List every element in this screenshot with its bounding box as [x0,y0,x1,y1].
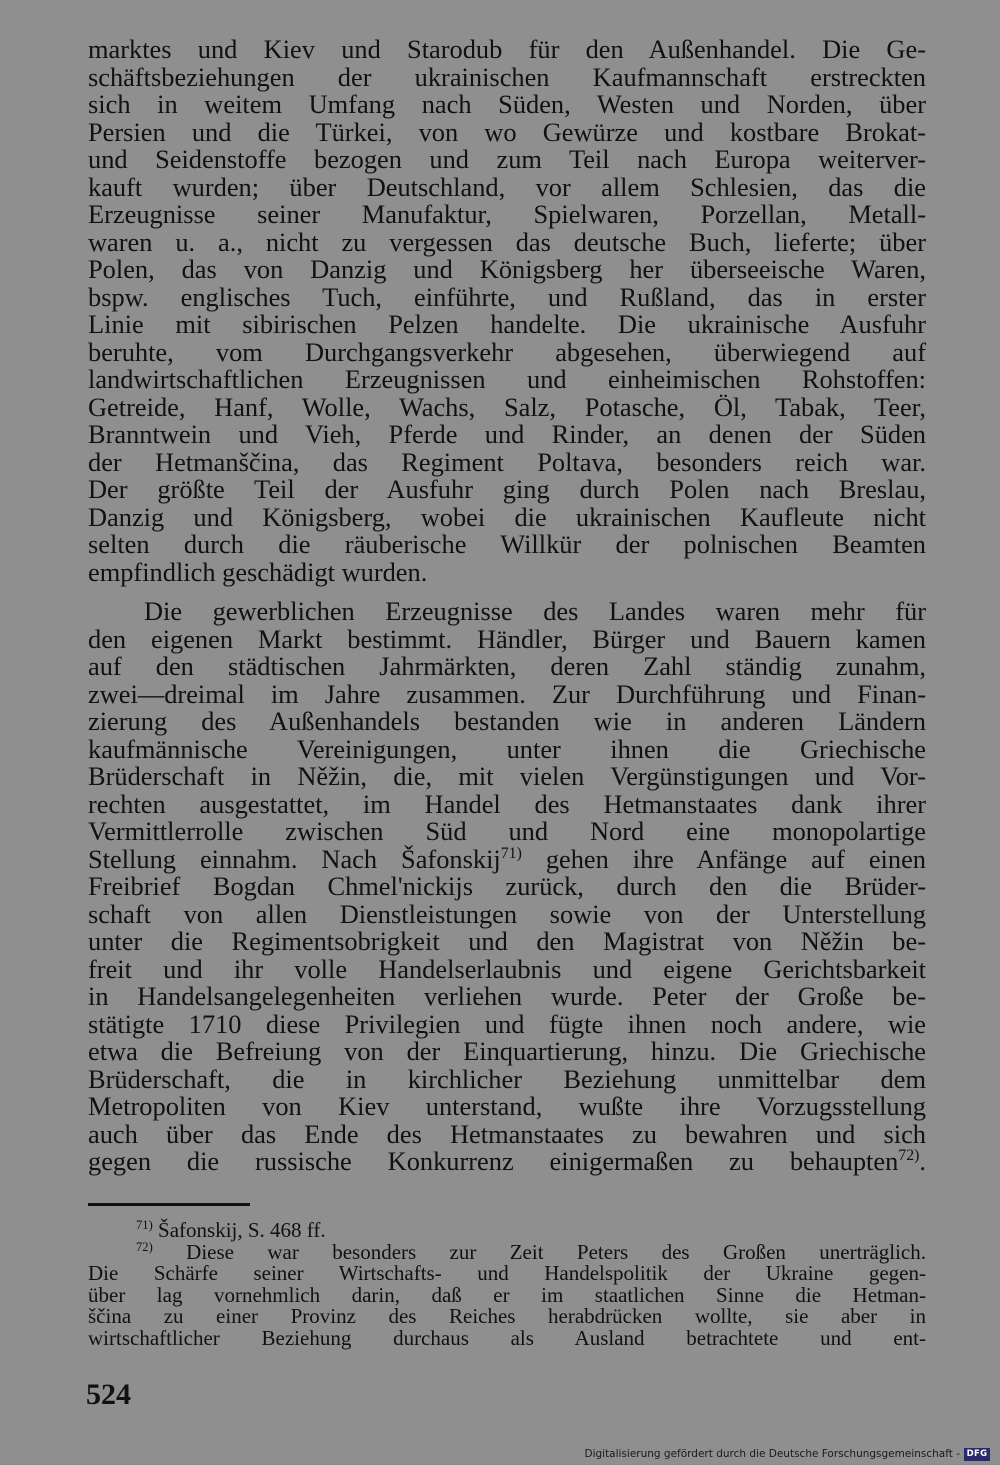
text-line: bspw. englisches Tuch, einführte, und Rußland, das in erster [88,281,926,312]
text-line [88,843,926,874]
text-line: zwei—dreimal im Jahre zusammen. Zur Durchführung und Finan- [88,678,926,709]
footnote-text: Šafonskij, S. 468 ff. [158,1218,326,1242]
text-line: in Handelsangelegenheiten verliehen wurde. Peter der Große be- [88,981,926,1011]
text-line: Branntwein und Vieh, Pferde und Rinder, an denen der Süden [88,419,926,449]
text-line: auch über das Ende des Hetmanstaates zu bewahren und sich [88,1118,926,1149]
footnote-71 [88,1220,926,1242]
footnote-mark-71: 71) [136,1218,153,1232]
text-line: stätigte 1710 diese Privilegien und fügte ihnen noch andere, wie [88,1008,926,1039]
dfg-logo: DFG [964,1448,990,1461]
digitization-credit: Digitalisierung gefördert durch die Deutsche Forschungsgemeinschaft - [584,1448,960,1460]
footnote-text: Diese war besonders zur Zeit Peters des Großen unerträglich. [186,1239,927,1264]
text-line: waren u. a., nicht zu vergessen das deutsche Buch, lieferte; über [88,226,926,257]
text-line: Freibrief Bogdan Chmel'nickijs zurück, durch den die Brüder- [88,871,926,901]
text-line: Danzig und Königsberg, wobei die ukrainischen Kaufleute nicht [88,501,926,532]
footnote-line: über lag vornehmlich darin, daß er im staatlichen Sinne die Hetman- [88,1282,926,1307]
text-line: der Hetmanščina, das Regiment Poltava, besonders reich war. [88,446,926,477]
text-line: beruhte, vom Durchgangsverkehr abgesehen, überwiegend auf [88,336,926,367]
footnote-separator [88,1203,250,1206]
text-fragment: gehen ihre Anfänge auf einen [545,843,926,874]
main-text [88,36,926,1176]
text-line: kaufmännische Vereinigungen, unter ihnen die Griechische [88,733,926,764]
text-line: Erzeugnisse seiner Manufaktur, Spielwaren, Porzellan, Metall- [88,199,926,229]
text-fragment: . [919,1146,926,1176]
text-line [88,1148,926,1176]
text-line: selten durch die räuberische Willkür der polnischen Beamten [88,529,926,559]
footnote-line: ščina zu einer Provinz des Reiches herabdrücken wollte, sie aber in [88,1304,926,1329]
text-line: landwirtschaftlichen Erzeugnissen und einheimischen Rohstoffen: [88,364,926,394]
footnotes [88,1220,926,1350]
text-line: Vermittlerrolle zwischen Süd und Nord eine monopolartige [88,816,926,846]
text-line: Brüderschaft, die in kirchlicher Beziehung unmittelbar dem [88,1063,926,1094]
text-line: Die gewerblichen Erzeugnisse des Landes waren mehr für [144,596,926,626]
text-line: schäftsbeziehungen der ukrainischen Kaufmannschaft erstreckten [88,61,926,92]
text-line: Metropoliten von Kiev unterstand, wußte ihre Vorzugsstellung [88,1091,926,1121]
text-line: Getreide, Hanf, Wolle, Wachs, Salz, Potasche, Öl, Tabak, Teer, [88,391,926,422]
footnote-mark-72: 72) [136,1239,153,1254]
text-line: kauft wurden; über Deutschland, vor allem Schlesien, das die [88,171,926,202]
text-line: Der größte Teil der Ausfuhr ging durch Polen nach Breslau, [88,474,926,504]
text-line: Brüderschaft in Něžin, die, mit vielen Vergünstigungen und Vor- [88,761,926,791]
footnote-72 [88,1239,927,1264]
text-line: den eigenen Markt bestimmt. Händler, Bürger und Bauern kamen [88,623,926,654]
text-line: und Seidenstoffe bezogen und zum Teil nach Europa weiterver- [88,144,926,174]
text-line: Polen, das von Danzig und Königsberg her überseeische Waren, [88,254,926,284]
text-line: etwa die Befreiung von der Einquartierung, hinzu. Die Griechische [88,1036,926,1066]
text-line: sich in weitem Umfang nach Süden, Westen und Norden, über [88,89,926,119]
footnote-ref-71: 71) [500,844,522,862]
text-line: auf den städtischen Jahrmärkten, deren Zahl ständig zunahm, [88,651,926,681]
page-number: 524 [86,1378,131,1411]
footnote-line: wirtschaftlicher Beziehung durchaus als Ausland betrachtete und ent- [88,1325,926,1350]
footnote-line: Die Schärfe seiner Wirtschafts- und Handelspolitik der Ukraine gegen- [88,1261,926,1286]
text-line: Linie mit sibirischen Pelzen handelte. Die ukrainische Ausfuhr [88,309,926,339]
text-line: freit und ihr volle Handelserlaubnis und eigene Gerichtsbarkeit [88,953,926,984]
text-line: rechten ausgestattet, im Handel des Hetmanstaates dank ihrer [88,788,926,819]
text-line: schaft von allen Dienstleistungen sowie von der Unterstellung [88,898,926,929]
text-line: zierung des Außenhandels bestanden wie in anderen Ländern [88,706,926,736]
text-line: empfindlich geschädigt wurden. [88,556,428,587]
text-line: marktes und Kiev und Starodub für den Außenhandel. Die Ge- [88,34,926,64]
text-fragment: gegen die russische Konkurrenz einigermaßen zu behaupten [88,1146,899,1176]
text-fragment: Stellung einnahm. Nach Šafonskij [88,843,501,874]
footnote-ref-72: 72) [898,1147,920,1165]
paragraph-1 [88,36,926,586]
text-line: Persien und die Türkei, von wo Gewürze und kostbare Brokat- [88,116,926,147]
paragraph-2 [88,598,926,1176]
text-line: unter die Regimentsobrigkeit und den Magistrat von Něžin be- [88,926,926,956]
